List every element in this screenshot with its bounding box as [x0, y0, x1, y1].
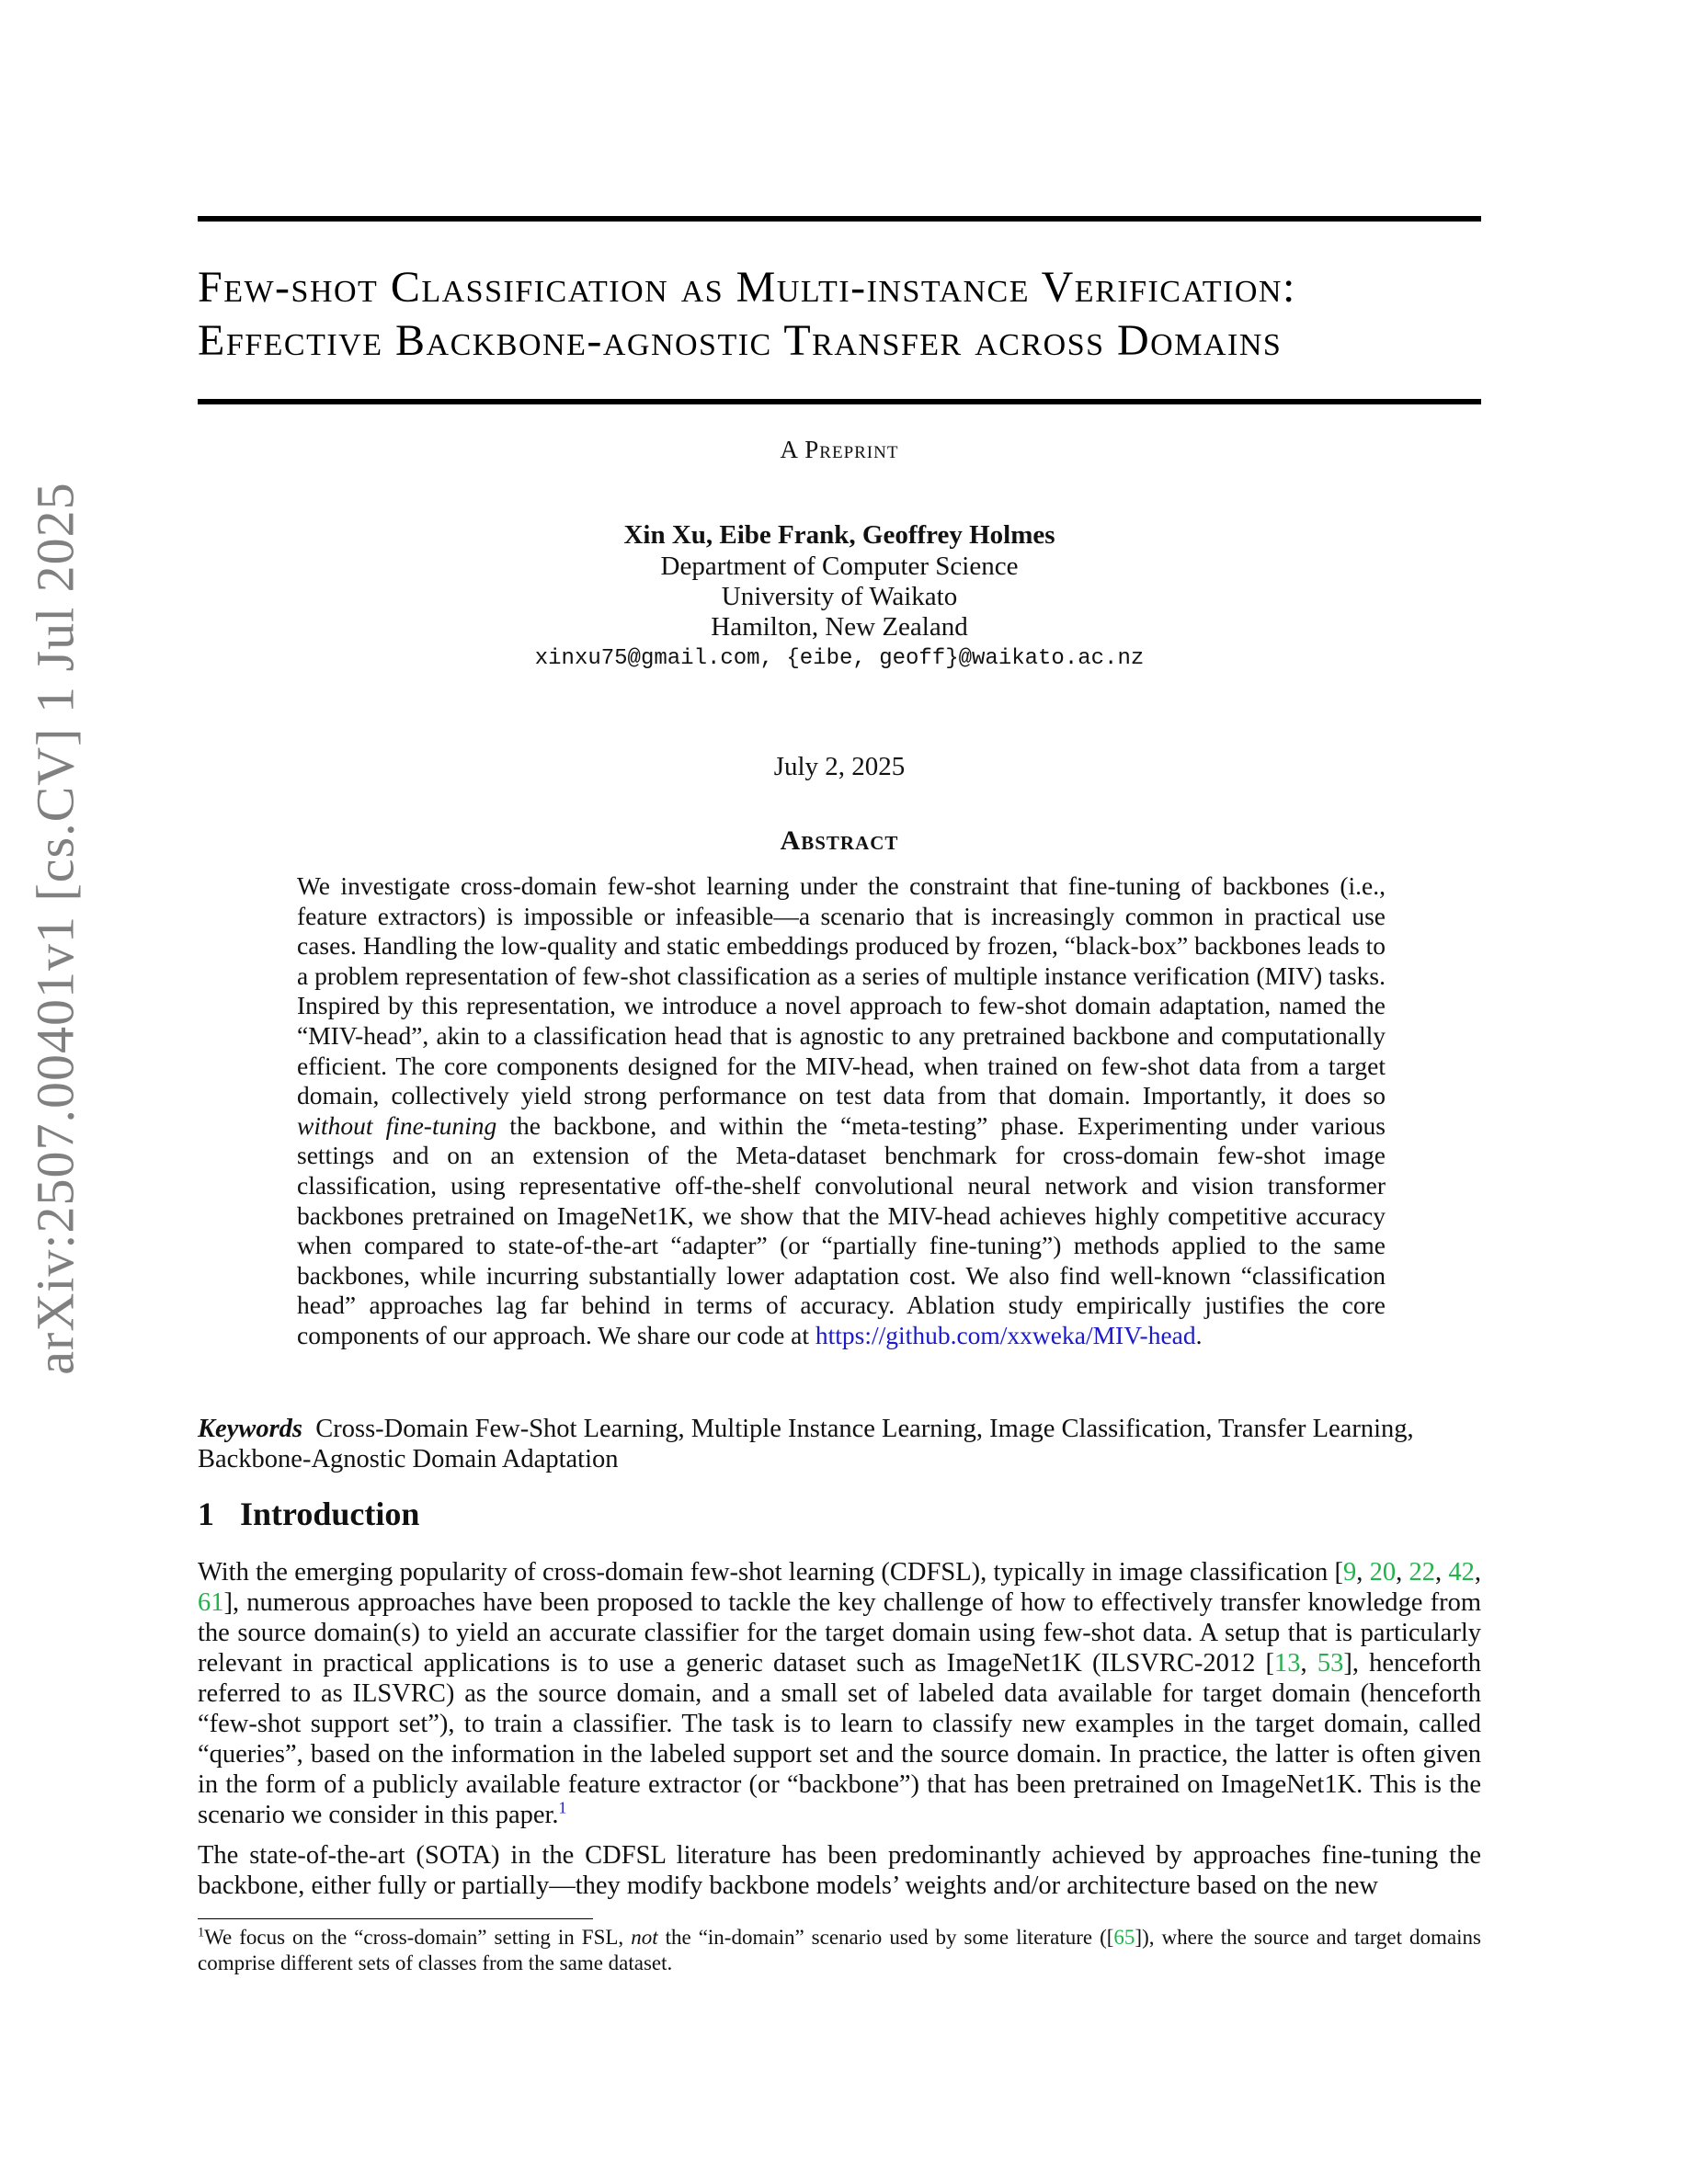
section-heading-introduction: [198, 1495, 419, 1533]
abstract-heading: Abstract: [780, 825, 899, 856]
title-line-2: Effective Backbone-agnostic Transfer across Domains: [198, 316, 1283, 365]
citation-61[interactable]: 61: [198, 1588, 224, 1617]
code-repo-link[interactable]: https://github.com/xxweka/MIV-head: [815, 1320, 1196, 1349]
footnote-rule: [198, 1918, 593, 1919]
title-bottom-rule: [198, 399, 1481, 404]
paper-title: [198, 261, 1481, 368]
citation-65[interactable]: 65: [1113, 1926, 1135, 1949]
abstract-emphasis: without fine-tuning: [297, 1110, 497, 1140]
citation-53[interactable]: 53: [1317, 1649, 1344, 1678]
preprint-label: A Preprint: [780, 436, 899, 463]
title-line-1: Few-shot Classification as Multi-instance Verification:: [198, 263, 1296, 312]
keywords-list: Cross-Domain Few-Shot Learning, Multiple Instance Learning, Image Classification, Transfer Learning, Backbone-Agnostic Domain Adaptation: [198, 1415, 1414, 1473]
author-list: Xin Xu, Eibe Frank, Geoffrey Holmes: [623, 520, 1055, 550]
affiliation-location: Hamilton, New Zealand: [711, 612, 968, 642]
footnote-emphasis: not: [631, 1926, 658, 1949]
footnote-marker[interactable]: 1: [558, 1798, 567, 1817]
footnote-1: $^1$We focus on the “cross-domain” setting in FSL, not the “in-domain” scenario used by some literature ([65]), where the source and target domains comprise different sets of classes from the same dataset.: [198, 1925, 1481, 1974]
affiliation-department: Department of Computer Science: [660, 552, 1019, 581]
intro-paragraph-1: With the emerging popularity of cross-domain few-shot learning (CDFSL), typically in image classification [9, 20, 22, 42, 61], numerous approaches have been proposed to tackle the key challenge of how to effectively transfer knowledge from the source domain(s) to yield an accurate classifier for the target domain using few-shot data. A setup that is particularly relevant in practical applications is to use a generic dataset such as ImageNet1K (ILSVRC-2012 [13, 53], henceforth referred to as ILSVRC) as the source domain, and a small set of labeled data available for target domain (henceforth “few-shot support set”), to train a classifier. The task is to learn to classify new examples in the target domain, called “queries”, based on the information in the labeled support set and the source domain. In practice, the latter is often given in the form of a publicly available feature extractor (or “backbone”) that has been pretrained on ImageNet1K. This is the scenario we consider in this paper.$^1$: [198, 1558, 1482, 1829]
citation-13[interactable]: 13: [1274, 1649, 1301, 1678]
intro-paragraph-2: The state-of-the-art (SOTA) in the CDFSL literature has been predominantly achieved by approaches fine-tuning the backbone, either fully or partially—they modify backbone models’ weights and/or architecture based on the new: [198, 1841, 1481, 1900]
keywords: [198, 1414, 1481, 1474]
author-emails: xinxu75@gmail.com, {eibe, geoff}@waikato.ac.nz: [534, 646, 1145, 671]
paper-date: July 2, 2025: [773, 752, 906, 781]
citation-22[interactable]: 22: [1409, 1558, 1435, 1587]
citation-42[interactable]: 42: [1448, 1558, 1475, 1587]
citation-20[interactable]: 20: [1369, 1558, 1397, 1587]
citation-9[interactable]: 9: [1342, 1558, 1357, 1587]
section-number: 1: [198, 1496, 214, 1532]
arxiv-stamp: arXiv:2507.00401v1 [cs.CV] 1 Jul 2025: [25, 482, 86, 1375]
affiliation-university: University of Waikato: [721, 582, 958, 611]
keywords-label: Keywords: [198, 1415, 302, 1443]
section-title: Introduction: [240, 1496, 420, 1532]
footnote-number: 1: [198, 1925, 205, 1940]
title-top-rule: [198, 216, 1481, 222]
abstract-body: We investigate cross-domain few-shot learning under the constraint that fine-tuning of backbones (i.e., feature extractors) is impossible or infeasible—a scenario that is increasingly common in practical use cases. Handling the low-quality and static embeddings produced by frozen, “black-box” backbones leads to a problem representation of few-shot classification as a series of multiple instance verification (MIV) tasks. Inspired by this representation, we introduce a novel approach to few-shot domain adaptation, named the “MIV-head”, akin to a classification head that is agnostic to any pretrained backbone and computationally efficient. The core components designed for the MIV-head, when trained on few-shot data from a target domain, collectively yield strong performance on test data from that domain. Importantly, it does so without fine-tuning the backbone, and within the “meta-testing” phase. Experimenting under various settings and on an extension of the Meta-dataset benchmark for cross-domain few-shot image classification, using representative off-the-shelf convolutional neural network and vision transformer backbones pretrained on ImageNet1K, we show that the MIV-head achieves highly competitive accuracy when compared to state-of-the-art “adapter” (or “partially fine-tuning”) methods applied to the same backbones, while incurring substantially lower adaptation cost. We also find well-known “classification head” approaches lag far behind in terms of accuracy. Ablation study empirically justifies the core components of our approach. We share our code at https://github.com/xxweka/MIV-head.: [297, 871, 1386, 1349]
